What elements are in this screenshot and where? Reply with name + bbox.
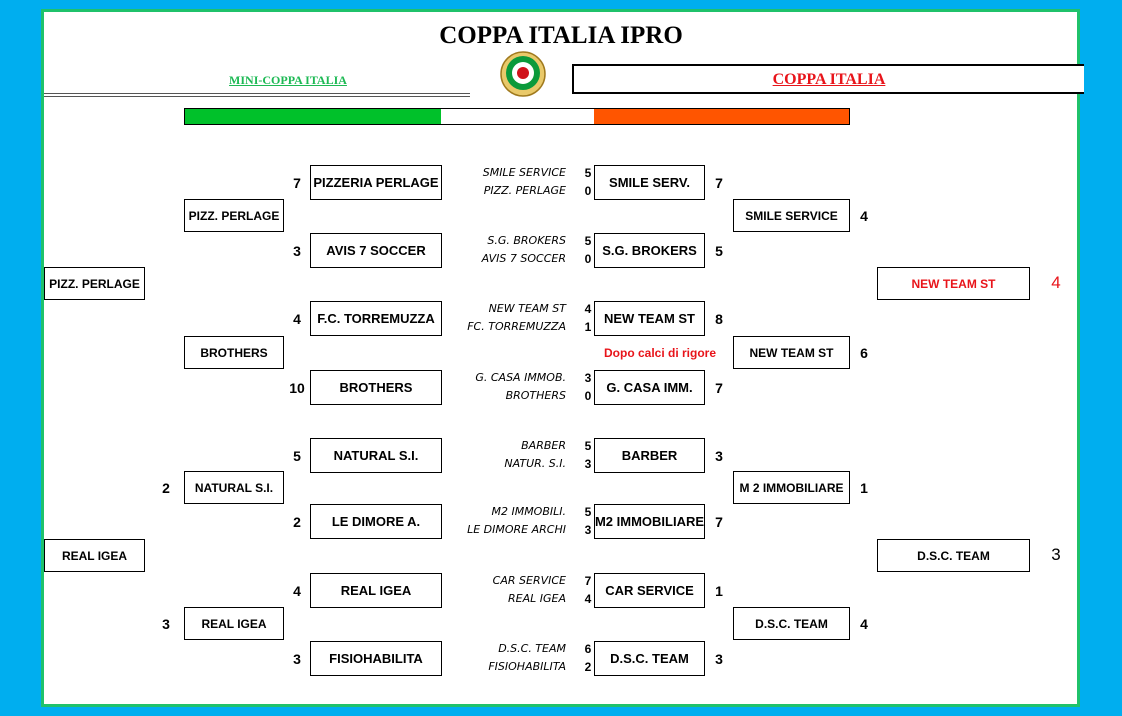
match-away-team: FC. TORREMUZZA [467, 320, 566, 333]
match-away-score: 0 [584, 184, 592, 198]
mini-round1-team: NATURAL S.I. [310, 438, 442, 473]
divider-line [44, 93, 470, 94]
mini-coppa-link[interactable]: MINI-COPPA ITALIA [229, 73, 347, 87]
main-semi-team: NEW TEAM ST [733, 336, 850, 369]
match-home-score: 5 [584, 166, 592, 180]
mini-round1-score: 4 [293, 311, 301, 327]
match-away-team: FISIOHABILITA [488, 660, 566, 673]
mini-semi-team: NATURAL S.I. [184, 471, 284, 504]
main-round1-score: 3 [715, 448, 723, 464]
mini-round1-team: PIZZERIA PERLAGE [310, 165, 442, 200]
mini-round1-team: REAL IGEA [310, 573, 442, 608]
main-round1-score: 7 [715, 175, 723, 191]
main-round1-team: NEW TEAM ST [594, 301, 705, 336]
match-home-team: G. CASA IMMOB. [475, 371, 566, 384]
divider-line [44, 96, 470, 97]
match-home-score: 7 [584, 574, 592, 588]
match-away-team: NATUR. S.I. [504, 457, 566, 470]
match-away-score: 4 [584, 592, 592, 606]
flag-white-stripe [441, 109, 594, 124]
mini-round1-score: 10 [289, 380, 305, 396]
match-home-team: SMILE SERVICE [482, 166, 566, 179]
match-home-score: 5 [584, 234, 592, 248]
main-semi-score: 1 [860, 480, 868, 496]
match-home-team: S.G. BROKERS [487, 234, 566, 247]
mini-final-team: PIZZ. PERLAGE [44, 267, 145, 300]
match-away-team: REAL IGEA [508, 592, 566, 605]
mini-round1-score: 3 [293, 243, 301, 259]
main-round1-score: 8 [715, 311, 723, 327]
main-final-score: 4 [1051, 273, 1061, 292]
match-away-team: AVIS 7 SOCCER [481, 252, 566, 265]
mini-semi-team: REAL IGEA [184, 607, 284, 640]
match-home-score: 5 [584, 505, 592, 519]
mini-semi-score: 2 [162, 480, 170, 496]
main-round1-score: 3 [715, 651, 723, 667]
match-home-score: 3 [584, 371, 592, 385]
mini-round1-score: 3 [293, 651, 301, 667]
main-round1-team: D.S.C. TEAM [594, 641, 705, 676]
match-away-team: BROTHERS [505, 389, 566, 402]
match-away-score: 2 [584, 660, 592, 674]
mini-round1-score: 7 [293, 175, 301, 191]
page-title: COPPA ITALIA IPRO [439, 22, 683, 49]
main-round1-team: SMILE SERV. [594, 165, 705, 200]
main-semi-score: 6 [860, 345, 868, 361]
match-away-score: 0 [584, 389, 592, 403]
match-home-score: 4 [584, 302, 592, 316]
flag-green-stripe [185, 109, 441, 124]
main-round1-score: 7 [715, 514, 723, 530]
match-home-team: M2 IMMOBILI. [491, 505, 566, 518]
match-home-score: 5 [584, 439, 592, 453]
match-home-team: D.S.C. TEAM [498, 642, 566, 655]
main-round1-score: 7 [715, 380, 723, 396]
main-semi-team: D.S.C. TEAM [733, 607, 850, 640]
mini-round1-score: 4 [293, 583, 301, 599]
main-round1-team: G. CASA IMM. [594, 370, 705, 405]
mini-semi-team: PIZZ. PERLAGE [184, 199, 284, 232]
mini-round1-team: AVIS 7 SOCCER [310, 233, 442, 268]
mini-round1-team: FISIOHABILITA [310, 641, 442, 676]
match-away-team: PIZZ. PERLAGE [483, 184, 566, 197]
main-round1-team: CAR SERVICE [594, 573, 705, 608]
italian-flag-bar [184, 108, 850, 125]
mini-round1-score: 5 [293, 448, 301, 464]
match-home-team: BARBER [521, 439, 566, 452]
mini-round1-team: BROTHERS [310, 370, 442, 405]
main-round1-score: 5 [715, 243, 723, 259]
main-semi-score: 4 [860, 208, 868, 224]
match-away-team: LE DIMORE ARCHI [467, 523, 566, 536]
match-away-score: 0 [584, 252, 592, 266]
mini-round1-team: F.C. TORREMUZZA [310, 301, 442, 336]
penalty-note: Dopo calci di rigore [604, 346, 717, 360]
main-final-score: 3 [1051, 545, 1061, 564]
match-away-score: 1 [584, 320, 592, 334]
mini-semi-score: 3 [162, 616, 170, 632]
main-round1-team: S.G. BROKERS [594, 233, 705, 268]
main-semi-team: SMILE SERVICE [733, 199, 850, 232]
main-final-team: D.S.C. TEAM [877, 539, 1030, 572]
match-away-score: 3 [584, 523, 592, 537]
main-round1-team: M2 IMMOBILIARE [594, 504, 705, 539]
match-home-score: 6 [584, 642, 592, 656]
flag-orange-stripe [594, 109, 849, 124]
cockade-icon [497, 50, 549, 98]
coppa-italia-link[interactable]: COPPA ITALIA [572, 64, 1084, 94]
main-final-team: NEW TEAM ST [877, 267, 1030, 300]
mini-round1-score: 2 [293, 514, 301, 530]
mini-final-team: REAL IGEA [44, 539, 145, 572]
main-semi-team: M 2 IMMOBILIARE [733, 471, 850, 504]
match-away-score: 3 [584, 457, 592, 471]
main-round1-team: BARBER [594, 438, 705, 473]
match-home-team: CAR SERVICE [492, 574, 566, 587]
match-home-team: NEW TEAM ST [488, 302, 566, 315]
main-semi-score: 4 [860, 616, 868, 632]
mini-semi-team: BROTHERS [184, 336, 284, 369]
main-round1-score: 1 [715, 583, 723, 599]
mini-round1-team: LE DIMORE A. [310, 504, 442, 539]
